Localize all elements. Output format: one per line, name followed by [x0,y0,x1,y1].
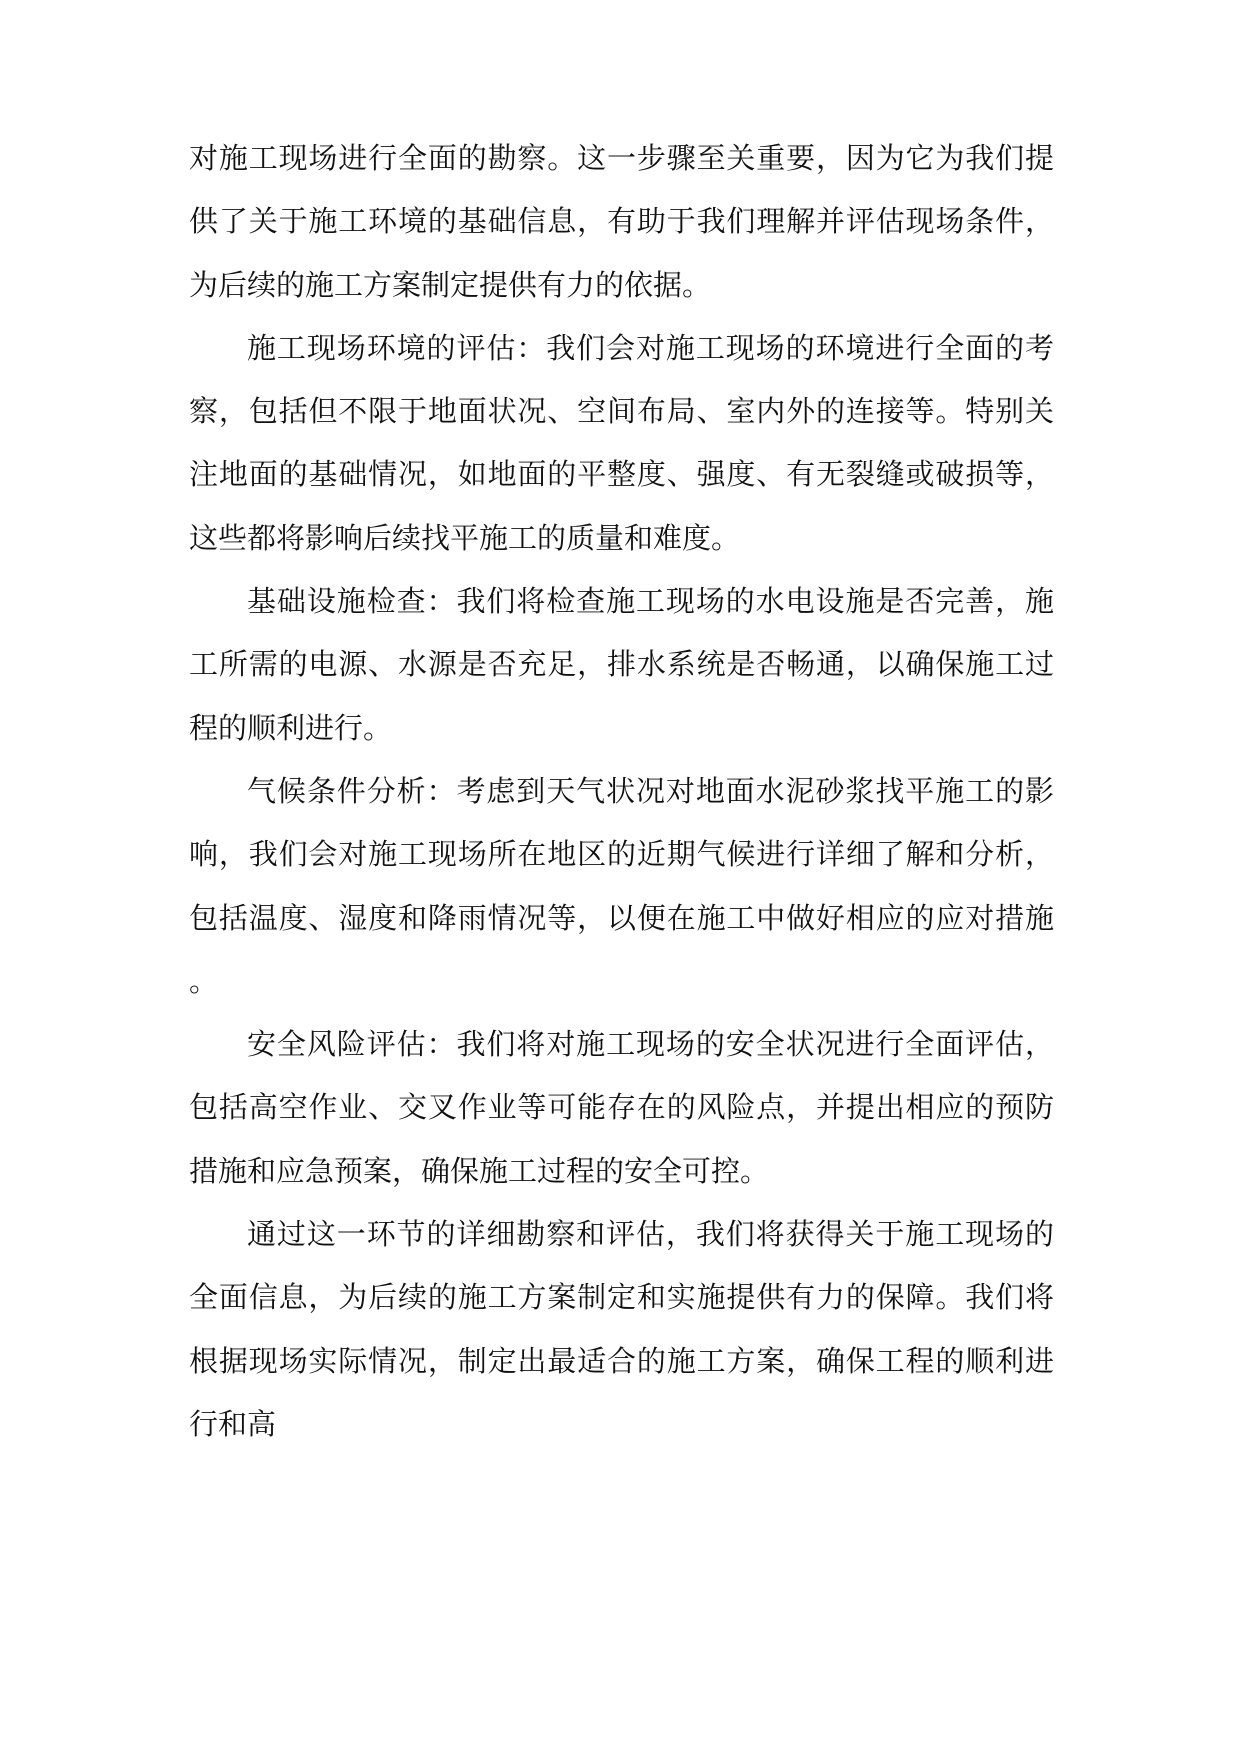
paragraph-safety-risk: 安全风险评估：我们将对施工现场的安全状况进行全面评估，包括高空作业、交叉作业等可能存在的风险点，并提出相应的预防措施和应急预案，确保施工过程的安全可控。 [189,1027,1054,1188]
paragraph-site-environment: 施工现场环境的评估：我们会对施工现场的环境进行全面的考察，包括但不限于地面状况、空间布局、室内外的连接等。特别关注地面的基础情况，如地面的平整度、强度、有无裂缝或破损等，这些都将影响后续找平施工的质量和难度。 [189,330,1054,555]
document-body [189,127,1054,1456]
paragraph-continued: 对施工现场进行全面的勘察。这一步骤至关重要，因为它为我们提供了关于施工环境的基础信息，有助于我们理解并评估现场条件，为后续的施工方案制定提供有力的依据。 [189,141,1054,302]
paragraph-infrastructure-check: 基础设施检查：我们将检查施工现场的水电设施是否完善，施工所需的电源、水源是否充足，排水系统是否畅通，以确保施工过程的顺利进行。 [189,584,1054,745]
paragraph-summary: 通过这一环节的详细勘察和评估，我们将获得关于施工现场的全面信息，为后续的施工方案制定和实施提供有力的保障。我们将根据现场实际情况，制定出最适合的施工方案，确保工程的顺利进行和高 [189,1217,1054,1441]
paragraph-climate-analysis: 气候条件分析：考虑到天气状况对地面水泥砂浆找平施工的影响，我们会对施工现场所在地区的近期气候进行详细了解和分析，包括温度、湿度和降雨情况等，以便在施工中做好相应的应对措施。 [189,773,1054,998]
